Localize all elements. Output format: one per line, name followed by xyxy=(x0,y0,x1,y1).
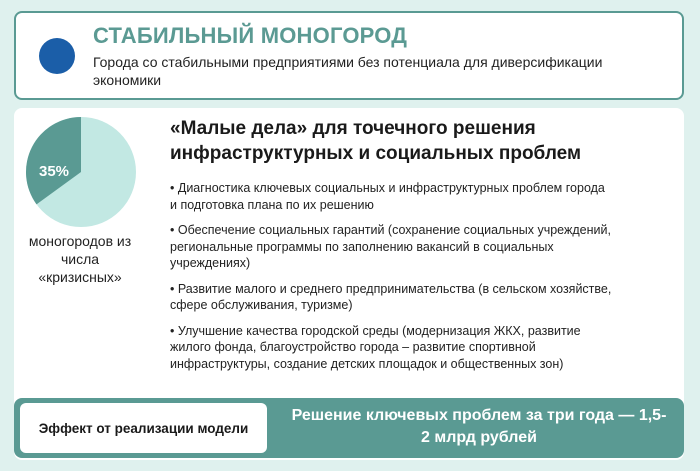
bullet-list xyxy=(170,180,615,381)
effect-bar xyxy=(14,398,684,458)
bullet-item: • Улучшение качества городской среды (модернизация ЖКХ, развитие жилого фонда, благоустройство города – развитие спортивной инфраструктуры, создание детских площадок и общественных зон) xyxy=(170,323,581,371)
blue-dot-icon xyxy=(39,38,75,74)
header-card xyxy=(14,11,684,100)
pie-caption: моногородов из числа «кризисных» xyxy=(28,233,132,285)
effect-value: Решение ключевых проблем за три года — 1,5-2 млрд рублей xyxy=(291,407,667,446)
bullet-item: • Развитие малого и среднего предпринимательства (в сельском хозяйстве, сфере обслуживания, туризме) xyxy=(170,281,612,312)
header-subtitle: Города со стабильными предприятиями без потенциала для диверсификации экономики xyxy=(93,54,603,88)
pie-percent-label: 35% xyxy=(38,163,70,180)
main-title: «Малые дела» для точечного решения инфраструктурных и социальных проблем xyxy=(170,118,582,164)
effect-label: Эффект от реализации модели xyxy=(20,403,267,453)
header-title: СТАБИЛЬНЫЙ МОНОГОРОД xyxy=(93,23,408,48)
pie-svg xyxy=(25,116,137,228)
bullet-item: • Обеспечение социальных гарантий (сохранение социальных учреждений, региональные программы по заполнению вакансий в социальных учреждениях) xyxy=(170,223,611,270)
bullet-item: • Диагностика ключевых социальных и инфраструктурных проблем города и подготовка плана по их решению xyxy=(170,181,605,212)
percent-pie-chart xyxy=(25,116,137,228)
